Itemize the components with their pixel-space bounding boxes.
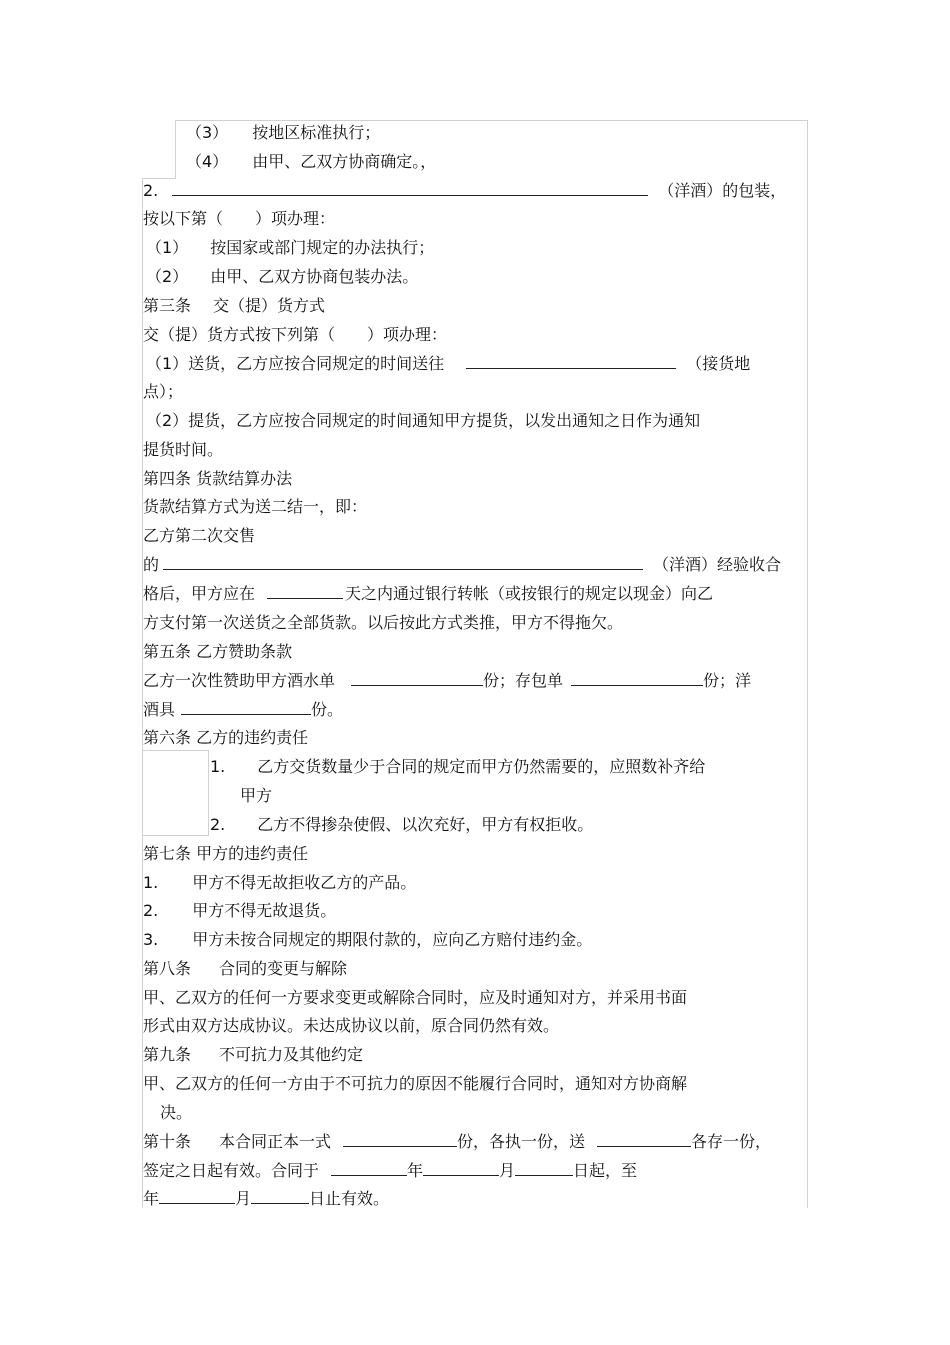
article-heading: 第三条 交（提）货方式 (143, 296, 326, 315)
clause-item: 2. 乙方不得掺杂使假、以次充好，甲方有权拒收。 (210, 815, 594, 834)
clause-line: 甲方 (240, 786, 273, 805)
clause-line: 点）； (143, 382, 184, 401)
article-heading: 第八条 合同的变更与解除 (143, 959, 348, 978)
clause-item: （1） 按国家或部门规定的办法执行； (146, 238, 435, 257)
frame-right-line (807, 120, 808, 1208)
article-heading: 第五条 乙方赞助条款 (143, 642, 293, 661)
article-heading: 第四条 货款结算办法 (143, 469, 293, 488)
article-heading: 第九条 不可抗力及其他约定 (143, 1045, 364, 1064)
article-heading: 第十条 本合同正本一式 份，各执一份，送 各存一份， (143, 1132, 772, 1151)
clause-item: 1. 甲方不得无故拒收乙方的产品。 (143, 873, 417, 892)
clause-line: 签定之日起有效。合同于 年 月 日起，至 (143, 1161, 638, 1180)
clause-line: 按以下第（ ）项办理： (143, 209, 336, 228)
clause-line: 2. （洋酒）的包装， (143, 181, 787, 200)
clause-line: 酒具 份。 (143, 700, 344, 719)
clause-item: 2. 甲方不得无故退货。 (143, 901, 337, 920)
clause-line: 乙方一次性赞助甲方酒水单 份；存包单 份；洋 (143, 671, 752, 690)
clause-line: 甲、乙双方的任何一方由于不可抗力的原因不能履行合同时，通知对方协商解 (143, 1074, 688, 1093)
article-heading: 第七条 甲方的违约责任 (143, 844, 309, 863)
clause-line: 乙方第二次交售 (143, 526, 256, 545)
clause-item: （3） 按地区标准执行； (186, 123, 381, 142)
clause-line: 格后，甲方应在 天之内通过银行转帐（或按银行的规定以现金）向乙 (143, 584, 714, 603)
frame-top-line (175, 120, 807, 121)
clause-line: 年 月 日止有效。 (143, 1189, 390, 1208)
indent-box-right (208, 750, 209, 836)
indent-box-bottom (142, 835, 208, 836)
clause-line: 决。 (160, 1103, 193, 1122)
clause-line: 提货时间。 (143, 440, 224, 459)
clause-line: （2）提货，乙方应按合同规定的时间通知甲方提货，以发出通知之日作为通知 (146, 411, 701, 430)
clause-item: （4） 由甲、乙双方协商确定。， (186, 152, 437, 171)
clause-line: 形式由双方达成协议。未达成协议以前，原合同仍然有效。 (143, 1016, 560, 1035)
indent-box-top (142, 750, 208, 751)
clause-line: 甲、乙双方的任何一方要求变更或解除合同时，应及时通知对方，并采用书面 (143, 988, 688, 1007)
clause-line: 方支付第一次送货之全部货款。以后按此方式类推，甲方不得拖欠。 (143, 613, 624, 632)
clause-item: 1. 乙方交货数量少于合同的规定而甲方仍然需要的，应照数补齐给 (210, 757, 706, 776)
clause-line: 交（提）货方式按下列第（ ）项办理： (143, 325, 448, 344)
frame-step-line (142, 178, 176, 179)
clause-line: （1）送货，乙方应按合同规定的时间送往 （接货地 (146, 354, 751, 373)
frame-left-short-line (175, 120, 176, 178)
clause-line: 货款结算方式为送二结一，即： (143, 497, 368, 516)
clause-item: （2） 由甲、乙双方协商包装办法。 (146, 267, 419, 286)
article-heading: 第六条 乙方的违约责任 (143, 728, 309, 747)
clause-line: 的 （洋酒）经验收合 (143, 555, 782, 574)
clause-item: 3. 甲方未按合同规定的期限付款的，应向乙方赔付违约金。 (143, 930, 593, 949)
